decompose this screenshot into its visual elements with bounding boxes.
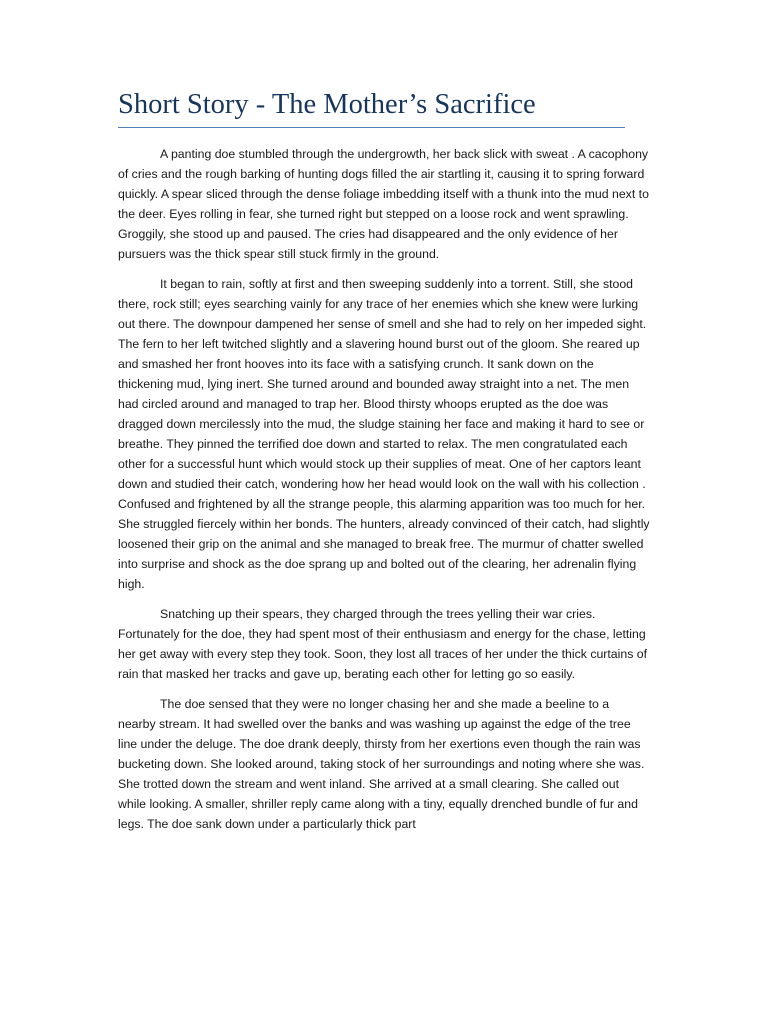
title-underline xyxy=(118,127,625,128)
paragraph-1: A panting doe stumbled through the undergrowth, her back slick with sweat . A cacophony of cries and the rough barking of hunting dogs filled the air startling it, causing it to spring forward quickly. A spear sliced through the dense foliage imbedding itself with a thunk into the mud next to the deer. Eyes rolling in fear, she turned right but stepped on a loose rock and went sprawling. Groggily, she stood up and paused. The cries had disappeared and the only evidence of her pursuers was the thick spear still stuck firmly in the ground. xyxy=(118,147,649,261)
paragraph-4: The doe sensed that they were no longer chasing her and she made a beeline to a nearby stream. It had swelled over the banks and was washing up against the edge of the tree line under the deluge. The doe drank deeply, thirsty from her exertions even though the rain was bucketing down. She looked around, taking stock of her surroundings and noting where she was. She trotted down the stream and went inland. She arrived at a small clearing. She called out while looking. A smaller, shriller reply came along with a tiny, equally drenched bundle of fur and legs. The doe sank down under a particularly thick part xyxy=(118,697,645,831)
paragraph-3: Snatching up their spears, they charged through the trees yelling their war cries. Fortunately for the doe, they had spent most of their enthusiasm and energy for the chase, letting her get away with every step they took. Soon, they lost all traces of her under the thick curtains of rain that masked her tracks and gave up, berating each other for letting go so easily. xyxy=(118,607,648,681)
paragraph-2: It began to rain, softly at first and then sweeping suddenly into a torrent. Still, she stood there, rock still; eyes searching vainly for any trace of her enemies which she knew were lurking out there. The downpour dampened her sense of smell and she had to rely on her impeded sight. The fern to her left twitched slightly and a slavering hound burst out of the gloom. She reared up and smashed her front hooves into its face with a satisfying crunch. It sank down on the thickening mud, lying inert. She turned around and bounded away straight into a net. The men had circled around and managed to trap her. Blood thirsty whoops erupted as the doe was dragged down mercilessly into the mud, the sludge staining her face and making it hard to see or breathe. They pinned the terrified doe down and started to relax. The men congratulated each other for a successful hunt which would stock up their supplies of meat. One of her captors leant down and studied their catch, wondering how her head would look on the wall with his collection . Confused and frightened by all the strange people, this alarming apparition was too much for her. She struggled fiercely within her bonds. The hunters, already convinced of their catch, had slightly loosened their grip on the animal and she managed to break free. The murmur of chatter swelled into surprise and shock as the doe sprang up and bolted out of the clearing, her adrenalin flying high. xyxy=(118,277,650,591)
story-body xyxy=(118,144,650,844)
page-title: Short Story - The Mother’s Sacrifice xyxy=(118,89,536,120)
